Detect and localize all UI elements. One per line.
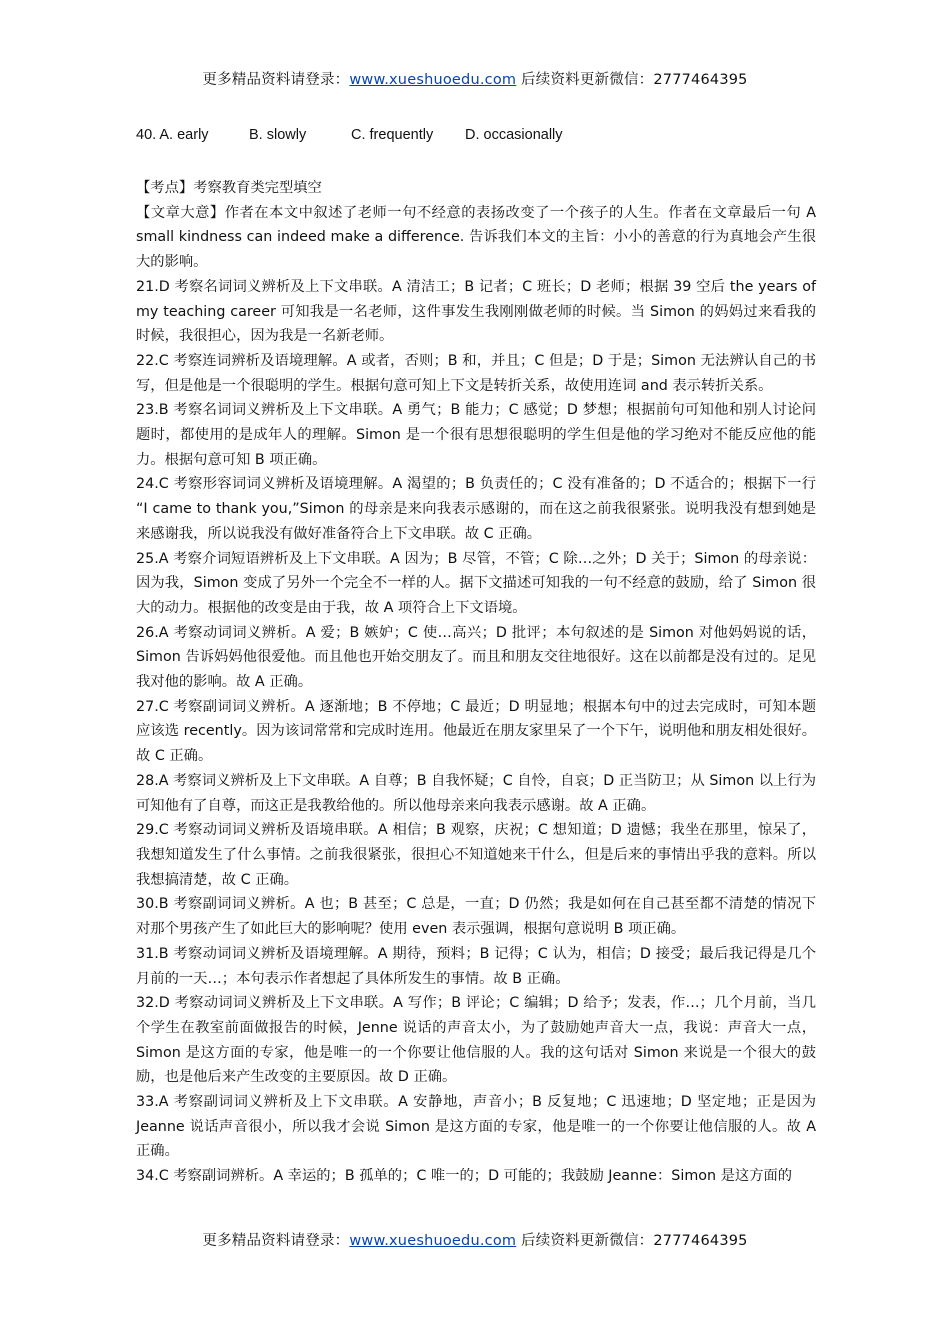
header-prefix: 更多精品资料请登录：	[202, 72, 350, 88]
footer-suffix: 后续资料更新微信：2777464395	[516, 1233, 748, 1249]
paragraph-q33: 33.A 考察副词词义辨析及上下文串联。A 安静地，声音小；B 反复地；C 迅速地；D 坚定地；正是因为 Jeanne 说话声音很小，所以我才会说 Simon 是这方面的专家，他是唯一的一个你要让他信服的人。故 A 正确。	[136, 1094, 816, 1160]
paragraph-q24: 24.C 考察形容词词义辨析及语境理解。A 渴望的；B 负责任的；C 没有准备的；D 不适合的；根据下一行 “I came to thank you,”Simon 的母亲是来向我表示感谢的，而在这之前我很紧张。说明我没有想到她是来感谢我，所以说我没有做好准备符合上下文串联。故 C 正确。	[136, 476, 816, 542]
paragraph-q26: 26.A 考察动词词义辨析。A 爱；B 嫉妒；C 使…高兴；D 批评；本句叙述的是 Simon 对他妈妈说的话，Simon 告诉妈妈他很爱他。而且他也开始交朋友了。而且和朋友交往地很好。这在以前都是没有过的。足见我对他的影响。故 A 正确。	[136, 624, 816, 691]
paragraph-q32: 32.D 考察动词词义辨析及上下文串联。A 写作；B 评论；C 编辑；D 给予；发表，作…；几个月前，当几个学生在教室前面做报告的时候，Jenne 说话的声音太小，为了鼓励她声音大一点，我说：声音大一点，Simon 是这方面的专家，他是唯一的一个你要让他信服的人。我的这句话对 Simon 来说是一个很大的鼓励，也是他后来产生改变的主要原因。故 D 正确。	[136, 995, 816, 1086]
footer-banner	[0, 1229, 950, 1250]
paragraph-q28: 28.A 考察词义辨析及上下文串联。A 自尊；B 自我怀疑；C 自怜，自哀；D 正当防卫；从 Simon 以上行为可知他有了自尊，而这正是我教给他的。所以他母亲来向我表示感谢。故 A 正确。	[136, 772, 816, 814]
footer-site-link[interactable]: www.xueshuoedu.com	[349, 1233, 517, 1249]
paragraph-q23: 23.B 考察名词词义辨析及上下文串联。A 勇气；B 能力；C 感觉；D 梦想；根据前句可知他和别人讨论问题时，都使用的是成年人的理解。Simon 是一个很有思想很聪明的学生但是他的学习绝对不能反应他的能力。根据句意可知 B 项正确。	[136, 402, 816, 468]
option-c: C. frequently	[351, 127, 434, 143]
header-banner	[0, 68, 950, 89]
paragraph-q30: 30.B 考察副词词义辨析。A 也；B 甚至；C 总是，一直；D 仍然；我是如何在自己甚至都不清楚的情况下对那个男孩产生了如此巨大的影响呢？使用 even 表示强调，根据句意说明 B 项正确。	[136, 896, 816, 938]
option-b: B. slowly	[249, 127, 307, 143]
paragraph-q21: 21.D 考察名词词义辨析及上下文串联。A 清洁工；B 记者；C 班长；D 老师；根据 39 空后 the years of my teaching career 可知我是一名老师，这件事发生我刚刚做老师的时候。当 Simon 的妈妈过来看我的时候，我很担心，因为我是一名新老师。	[136, 278, 816, 345]
paragraph-q27: 27.C 考察副词词义辨析。A 逐渐地；B 不停地；C 最近；D 明显地；根据本句中的过去完成时，可知本题应该选 recently。因为该词常常和完成时连用。他最近在朋友家里呆了一个下午，说明他和朋友相处很好。故 C 正确。	[136, 698, 816, 765]
header-suffix: 后续资料更新微信：2777464395	[516, 72, 748, 88]
paragraph-q34: 34.C 考察副词辨析。A 幸运的；B 孤单的；C 唯一的；D 可能的；我鼓励 Jeanne：Simon 是这方面的	[136, 1168, 793, 1185]
paragraph-q29: 29.C 考察动词词义辨析及语境串联。A 相信；B 观察，庆祝；C 想知道；D 遗憾；我坐在那里，惊呆了，我想知道发生了什么事情。之前我很紧张，很担心不知道她来干什么，但是后来的事情出乎我的意料。所以我想搞清楚，故 C 正确。	[136, 822, 816, 888]
paragraph-q22: 22.C 考察连词辨析及语境理解。A 或者，否则；B 和，并且；C 但是；D 于是；Simon 无法辨认自己的书写，但是他是一个很聪明的学生。根据句意可知上下文是转折关系，故使用连词 and 表示转折关系。	[136, 352, 816, 394]
paragraph-q31: 31.B 考察动词词义辨析及语境理解。A 期待，预料；B 记得；C 认为，相信；D 接受；最后我记得是几个月前的一天…；本句表示作者想起了具体所发生的事情。故 B 正确。	[136, 945, 816, 987]
option-a: 40. A. early	[136, 127, 209, 143]
option-d: D. occasionally	[465, 127, 563, 143]
footer-prefix: 更多精品资料请登录：	[202, 1233, 350, 1249]
paragraph-summary: 【文章大意】作者在本文中叙述了老师一句不经意的表扬改变了一个孩子的人生。作者在文章最后一句 A small kindness can indeed make a difference. 告诉我们本文的主旨：小小的善意的行为真地会产生很大的影响。	[136, 204, 816, 271]
answer-analysis	[136, 176, 816, 1189]
paragraph-topic: 【考点】考察教育类完型填空	[136, 180, 322, 196]
paragraph-q25: 25.A 考察介词短语辨析及上下文串联。A 因为；B 尽管，不管；C 除…之外；D 关于；Simon 的母亲说：因为我，Simon 变成了另外一个完全不一样的人。据下文描述可知我的一句不经意的鼓励，给了 Simon 很大的动力。根据他的改变是由于我，故 A 项符合上下文语境。	[136, 550, 816, 616]
header-site-link[interactable]: www.xueshuoedu.com	[349, 72, 517, 88]
question-40-options	[136, 127, 563, 143]
